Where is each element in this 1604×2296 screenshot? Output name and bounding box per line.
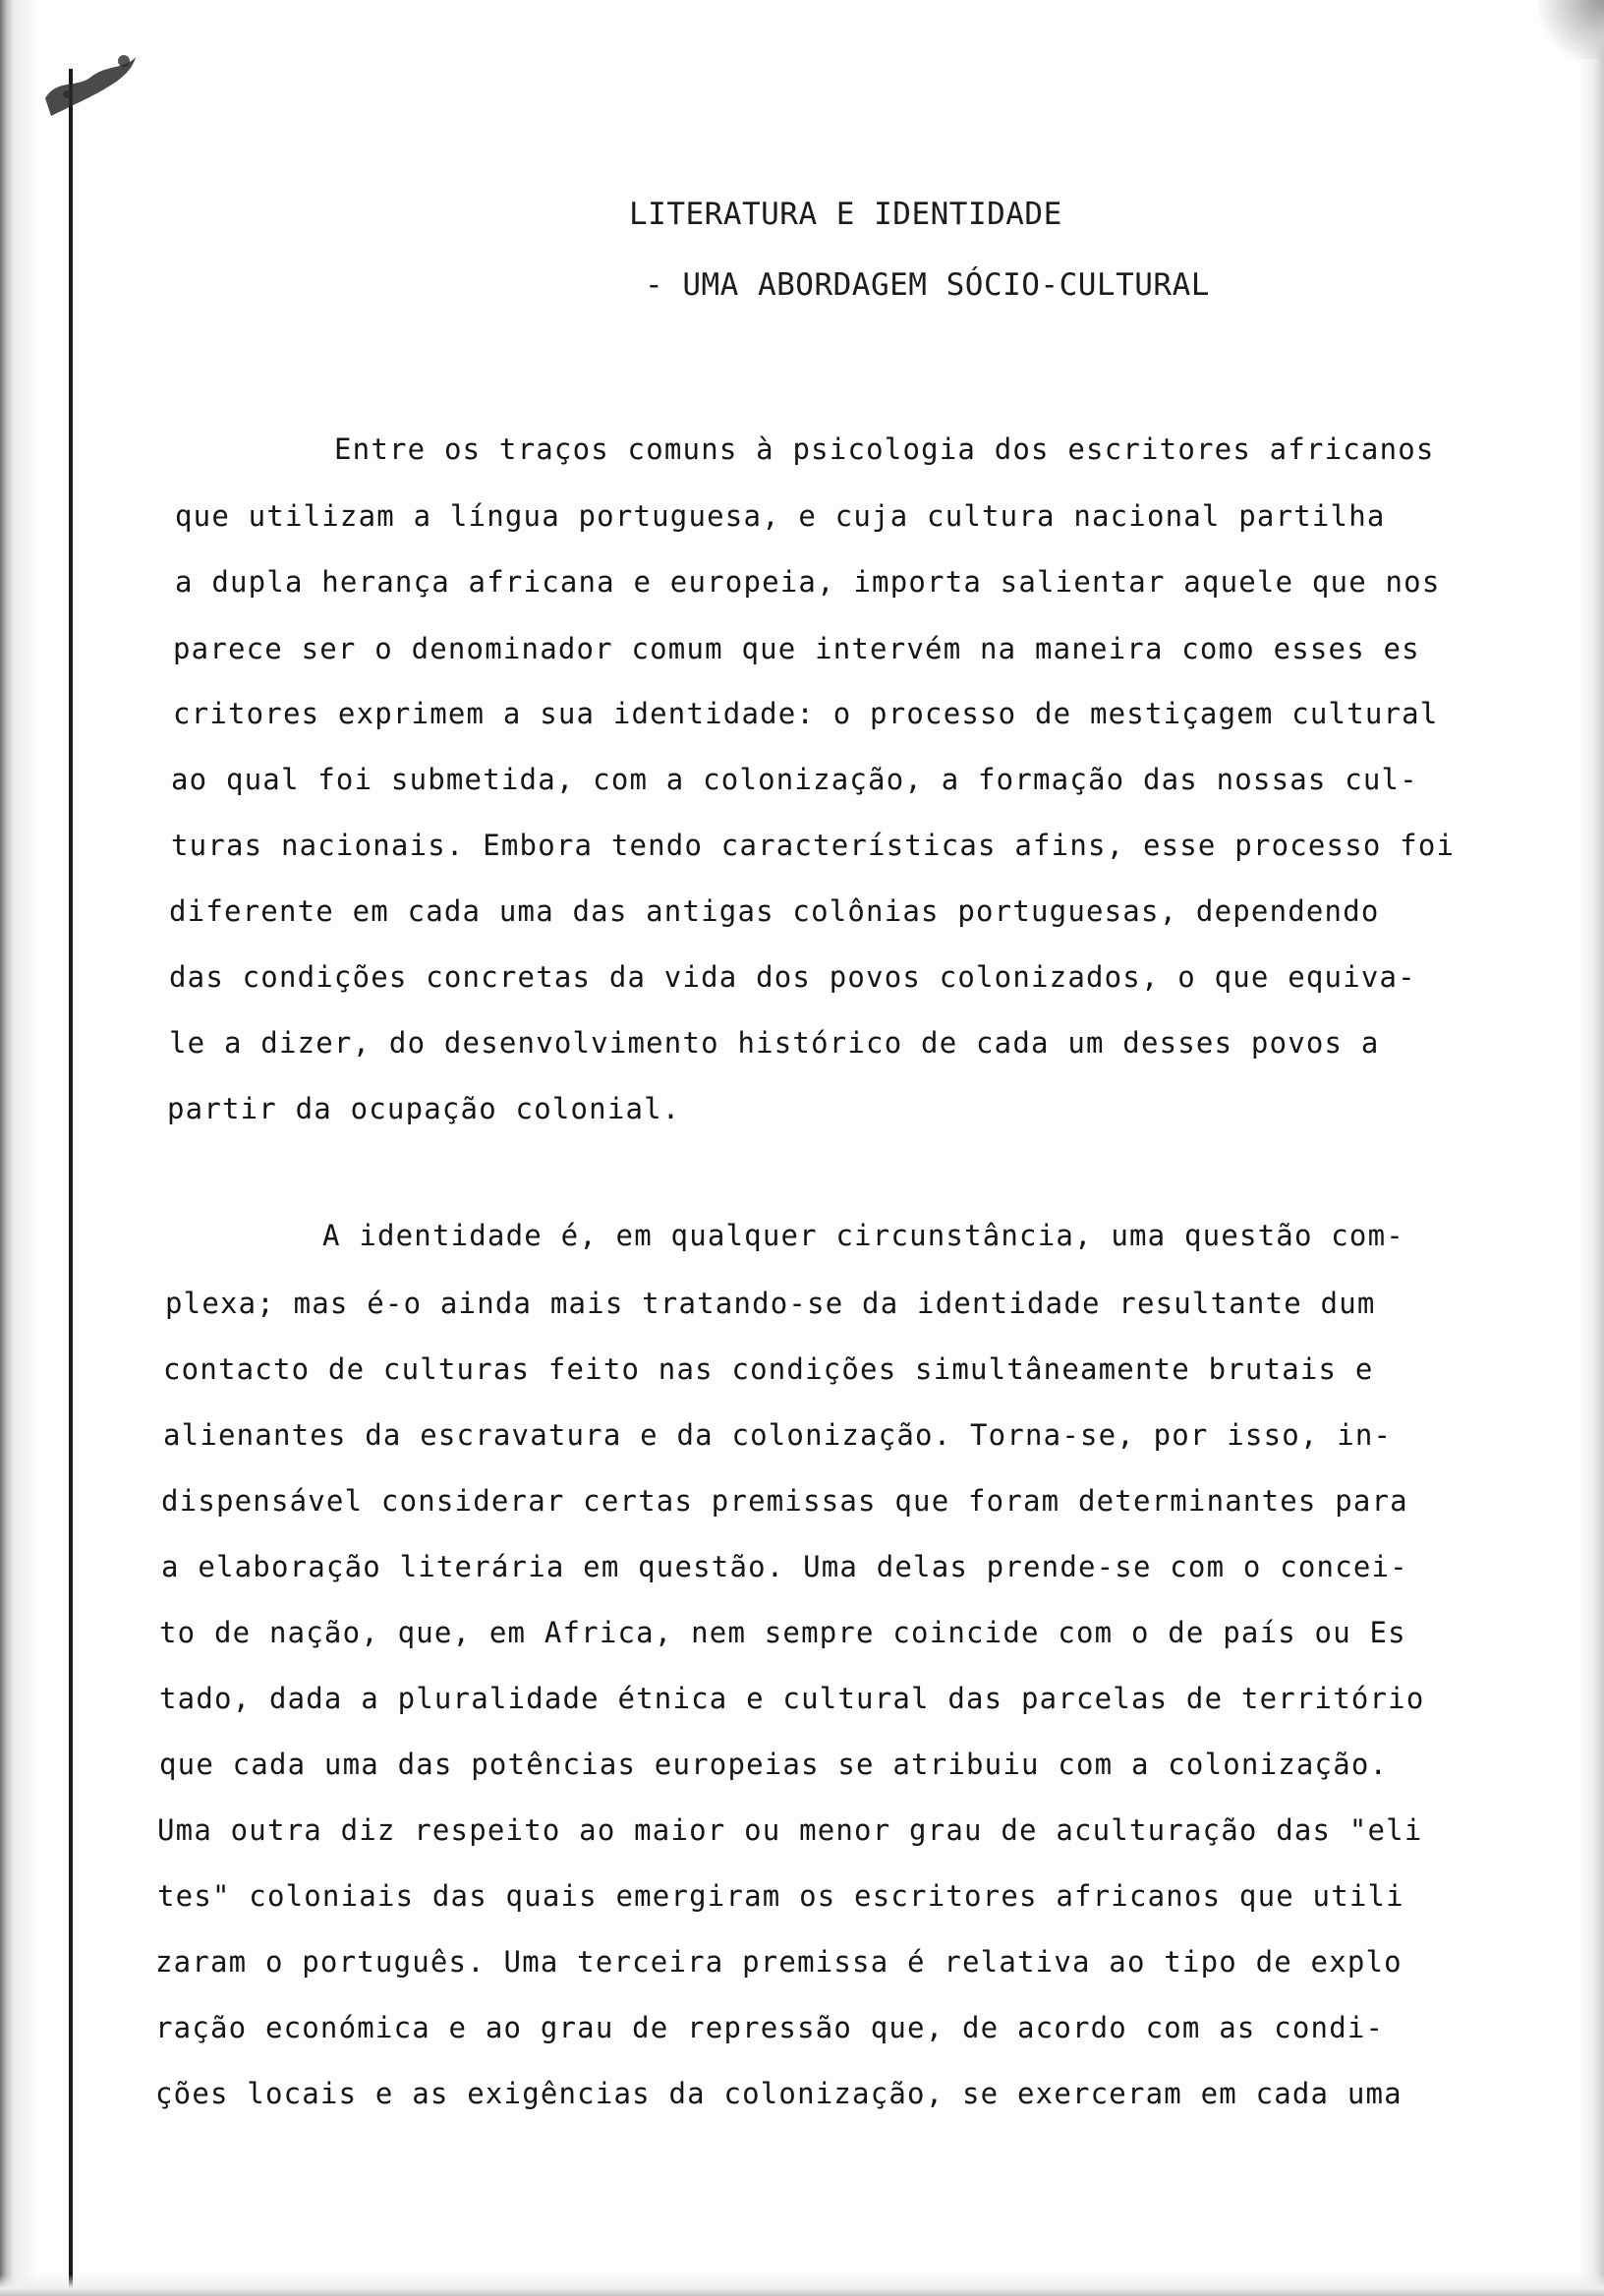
text-line: critores exprimem a sua identidade: o processo de mestiçagem cultural xyxy=(173,697,1439,730)
ink-smudge-icon xyxy=(37,39,145,128)
text-line: a elaboração literária em questão. Uma delas prende-se com o concei- xyxy=(161,1550,1408,1583)
text-line: zaram o português. Uma terceira premissa é relativa ao tipo de explo xyxy=(155,1945,1403,1979)
document-subtitle: - UMA ABORDAGEM SÓCIO-CULTURAL xyxy=(645,267,1210,303)
text-line: le a dizer, do desenvolvimento histórico de cada um desses povos a xyxy=(169,1026,1380,1060)
binder-line xyxy=(69,69,73,2296)
corner-scan-mark xyxy=(1535,0,1604,59)
text-line: das condições concretas da vida dos povos colonizados, o que equiva- xyxy=(169,960,1416,994)
text-line: plexa; mas é-o ainda mais tratando-se da identidade resultante dum xyxy=(165,1287,1376,1320)
text-line: ções locais e as exigências da colonização, se exerceram em cada uma xyxy=(155,2077,1403,2110)
text-line: contacto de culturas feito nas condições simultâneamente brutais e xyxy=(163,1352,1374,1386)
text-line: ao qual foi submetida, com a colonização, a formação das nossas cul- xyxy=(171,763,1418,796)
text-line: diferente em cada uma das antigas colônias portuguesas, dependendo xyxy=(169,894,1380,928)
text-line: que utilizam a língua portuguesa, e cuja cultura nacional partilha xyxy=(175,499,1386,533)
binder-edge xyxy=(0,0,73,2296)
text-line: Entre os traços comuns à psicologia dos escritores africanos xyxy=(334,432,1435,466)
right-edge-shadow xyxy=(1578,0,1604,2296)
bottom-edge-shadow xyxy=(0,2274,1604,2296)
text-line: A identidade é, em qualquer circunstância, uma questão com- xyxy=(322,1219,1404,1252)
text-line: parece ser o denominador comum que intervém na maneira como esses es xyxy=(173,632,1420,665)
text-line: partir da ocupação colonial. xyxy=(167,1092,681,1125)
text-line: Uma outra diz respeito ao maior ou menor grau de aculturação das "eli xyxy=(157,1813,1423,1847)
text-line: to de nação, que, em Africa, nem sempre coincide com o de país ou Es xyxy=(159,1616,1406,1649)
text-line: tes" coloniais das quais emergiram os escritores africanos que utili xyxy=(157,1879,1404,1913)
document-title: LITERATURA E IDENTIDADE xyxy=(629,197,1062,232)
text-line: dispensável considerar certas premissas que foram determinantes para xyxy=(161,1484,1408,1518)
text-line: a dupla herança africana e europeia, importa salientar aquele que nos xyxy=(175,565,1441,599)
text-line: alienantes da escravatura e da colonização. Torna-se, por isso, in- xyxy=(163,1418,1393,1452)
text-line: que cada uma das potências europeias se atribuiu com a colonização. xyxy=(159,1748,1389,1781)
text-line: tado, dada a pluralidade étnica e cultural das parcelas de território xyxy=(159,1682,1425,1715)
text-line: ração económica e ao grau de repressão que, de acordo com as condi- xyxy=(155,2011,1385,2044)
text-line: turas nacionais. Embora tendo características afins, esse processo foi xyxy=(171,829,1456,862)
